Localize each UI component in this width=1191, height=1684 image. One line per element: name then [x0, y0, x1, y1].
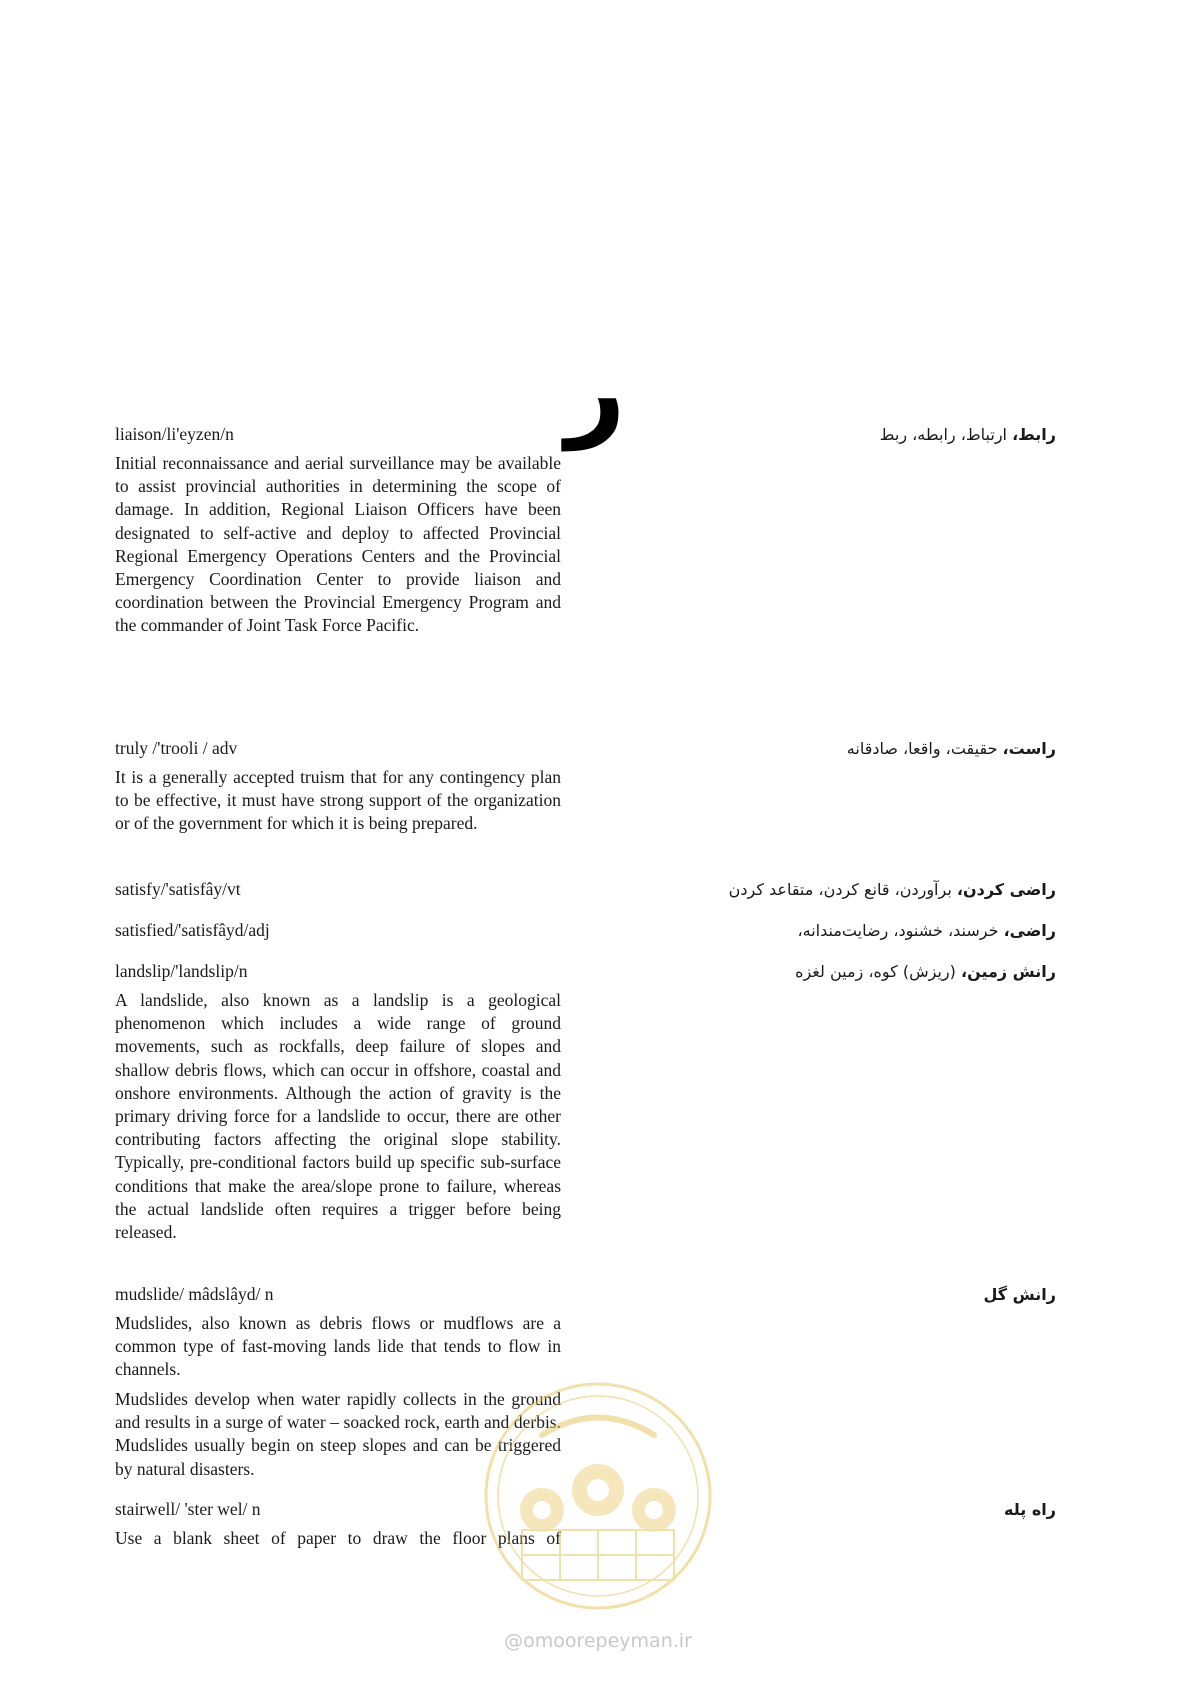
persian-gloss: حقیقت، واقعا، صادقانه: [846, 739, 1003, 758]
entry-term: landslip/'landslip/n: [115, 961, 248, 981]
persian-gloss: خرسند، خشنود، رضایت‌مندانه،: [797, 921, 1004, 940]
entry-term: stairwell/ 'ster wel/ n: [115, 1499, 261, 1519]
entry-term: satisfy/'satisfây/vt: [115, 879, 241, 899]
entry-paragraph: It is a generally accepted truism that for any contingency plan to be effective, it must have strong support of the organization or of the government for which it is being prepared.: [115, 767, 561, 834]
entry-paragraph: Initial reconnaissance and aerial surveillance may be available to assist provincial authorities in determining the scope of damage. In addition, Regional Liaison Officers have been designated to self-active and deploy to affected Provincial Regional Emergency Operations Centers and the Provincial Emergency Coordination Center to provide liaison and coordination between the Provincial Emergency Program and the commander of Joint Task Force Pacific.: [115, 453, 561, 636]
entry-paragraph: A landslide, also known as a landslip is a geological phenomenon which includes a wide range of ground movements, such as rockfalls, deep failure of slopes and shallow debris flows, which can occur in offshore, coastal and onshore environments. Although the action of gravity is the primary driving force for a landslide to occur, there are other contributing factors affecting the original slope stability. Typically, pre-conditional factors build up specific sub-surface conditions that make the area/slope prone to failure, whereas the actual landslide often requires a trigger before being released.: [115, 990, 561, 1243]
persian-headword: راضی،: [1003, 921, 1056, 940]
persian-headword: رانش زمین،: [960, 962, 1056, 981]
entry-persian-definition: [576, 1283, 1056, 1306]
persian-headword: رابط،: [1012, 425, 1056, 444]
persian-headword: راضی کردن،: [956, 880, 1056, 899]
persian-headword: راه پله: [1004, 1500, 1056, 1519]
persian-headword: راست،: [1002, 739, 1056, 758]
entry-paragraph: Use a blank sheet of paper to draw the floor plans of: [115, 1528, 561, 1548]
entry-paragraph: Mudslides, also known as debris flows or mudflows are a common type of fast-moving lands lide that tends to flow in channels.: [115, 1313, 561, 1380]
entry-persian-definition: [576, 919, 1056, 942]
section-letter: ر: [565, 329, 626, 451]
entry-term: liaison/li'eyzen/n: [115, 424, 234, 444]
entry-persian-definition: [576, 737, 1056, 760]
entry-paragraph: Mudslides develop when water rapidly collects in the ground and results in a surge of water – soacked rock, earth and derbis. Mudslides usually begin on steep slopes and can be triggered by natural disasters.: [115, 1389, 561, 1479]
persian-gloss: ارتباط، رابطه، ربط: [879, 425, 1013, 444]
persian-gloss: برآوردن، قانع کردن، متقاعد کردن: [728, 880, 957, 899]
watermark-url: @omoorepeyman.ir: [504, 1630, 692, 1652]
persian-gloss: (ریزش) کوه، زمین لغزه: [795, 962, 961, 981]
entry-term: satisfied/'satisfâyd/adj: [115, 920, 270, 940]
entry-persian-definition: [576, 1498, 1056, 1521]
entry-persian-definition: [576, 960, 1056, 983]
entry-persian-definition: [576, 878, 1056, 901]
entry-term: truly /'trooli / adv: [115, 738, 238, 758]
persian-headword: رانش گل: [983, 1285, 1056, 1304]
entry-persian-definition: [576, 423, 1056, 446]
entry-term: mudslide/ mâdslâyd/ n: [115, 1284, 274, 1304]
